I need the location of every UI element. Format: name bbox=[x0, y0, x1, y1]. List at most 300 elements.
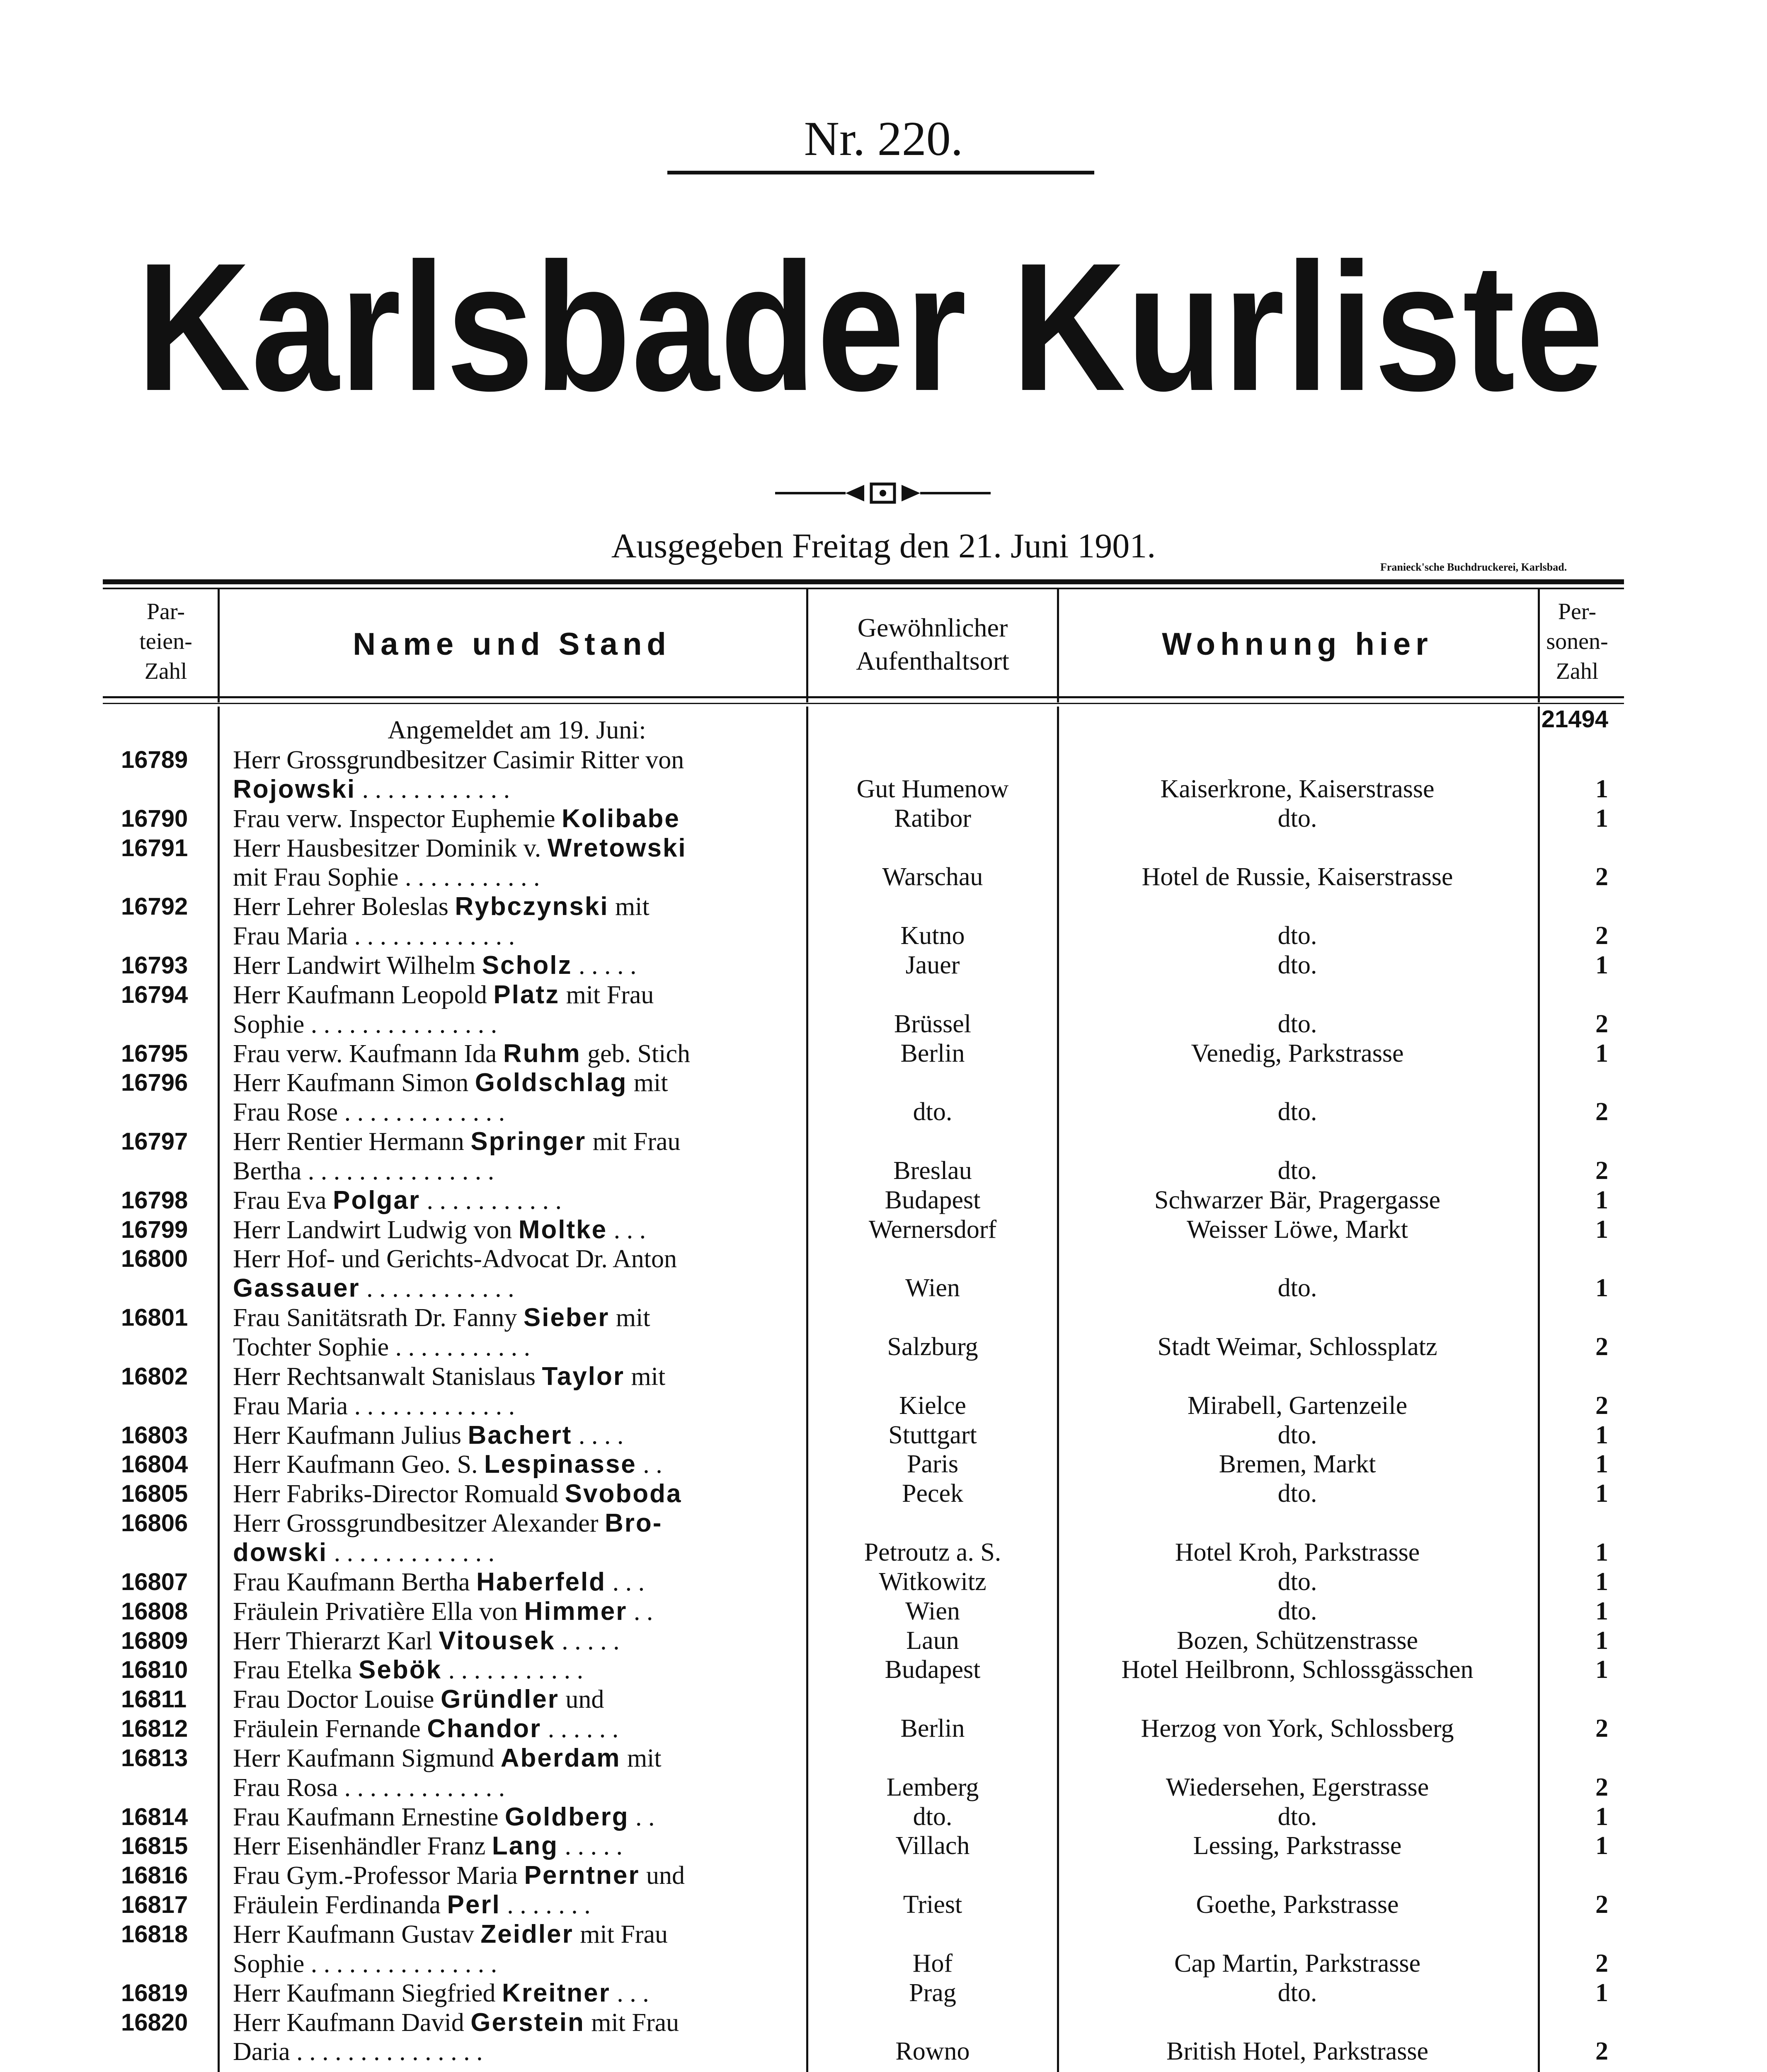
persons-count: 1 bbox=[1595, 1274, 1608, 1302]
persons-count: 1 bbox=[1595, 951, 1608, 979]
guest-title: Frau Sanitätsrath Dr. Fanny bbox=[233, 1304, 524, 1332]
residence-here: dto. bbox=[1277, 1979, 1317, 2007]
top-rule-thin bbox=[103, 588, 1624, 589]
residence-here: dto. bbox=[1277, 951, 1317, 979]
guest-name-line bbox=[233, 951, 784, 980]
guest-title: Herr Eisenhändler Franz bbox=[233, 1832, 492, 1860]
home-town: Budapest bbox=[885, 1656, 981, 1684]
residence-here: British Hotel, Parkstrasse bbox=[1166, 2037, 1428, 2065]
guest-surname: Kolibabe bbox=[562, 804, 680, 833]
residence-here: Weisser Löwe, Markt bbox=[1187, 1215, 1408, 1244]
guest-name-line bbox=[233, 1978, 784, 2008]
guest-surname: Svoboda bbox=[565, 1479, 682, 1508]
party-number: 16807 bbox=[121, 1569, 188, 1595]
persons-count: 1 bbox=[1595, 1627, 1608, 1655]
residence-here: Goethe, Parkstrasse bbox=[1196, 1890, 1399, 1919]
column-divider bbox=[218, 707, 220, 2072]
header-persons-line: Per- bbox=[1558, 599, 1597, 625]
party-number: 16818 bbox=[121, 1921, 188, 1948]
persons-count: 1 bbox=[1595, 804, 1608, 833]
guest-name-line bbox=[233, 1097, 784, 1127]
home-town: Berlin bbox=[900, 1039, 965, 1067]
guest-name-line bbox=[233, 1861, 784, 1890]
guest-suffix: mit Frau bbox=[584, 2009, 679, 2037]
column-divider bbox=[1538, 707, 1540, 2072]
guest-name-line bbox=[233, 775, 784, 804]
residence-here: Mirabell, Gartenzeile bbox=[1187, 1392, 1408, 1420]
guest-name-line bbox=[233, 1156, 784, 1186]
guest-title: Frau Rose . . . . . . . . . . . . . bbox=[233, 1098, 505, 1126]
guest-name-line bbox=[233, 1215, 784, 1245]
home-town: Wien bbox=[905, 1274, 960, 1302]
party-number: 16808 bbox=[121, 1598, 188, 1625]
residence-here: dto. bbox=[1277, 922, 1317, 950]
residence-here: Cap Martin, Parkstrasse bbox=[1174, 1949, 1421, 1978]
persons-count: 2 bbox=[1595, 1157, 1608, 1185]
guest-name-line bbox=[233, 1009, 784, 1039]
guest-suffix: . . bbox=[627, 1598, 653, 1626]
guest-title: Daria . . . . . . . . . . . . . . . bbox=[233, 2038, 483, 2066]
residence-here: Bremen, Markt bbox=[1219, 1450, 1376, 1478]
home-town: Rowno bbox=[895, 2037, 970, 2065]
guest-name-line bbox=[233, 1273, 784, 1303]
guest-title: Fräulein Privatière Ella von bbox=[233, 1598, 524, 1626]
residence-here: dto. bbox=[1277, 1803, 1317, 1831]
home-town: Villach bbox=[895, 1832, 970, 1860]
guest-title: Herr Hof- und Gerichts-Advocat Dr. Anton bbox=[233, 1245, 677, 1273]
guest-name-line bbox=[233, 1244, 784, 1274]
masthead bbox=[137, 199, 1604, 456]
guest-name-line bbox=[233, 1479, 784, 1509]
party-number: 16811 bbox=[121, 1686, 187, 1713]
guest-name-line bbox=[233, 1332, 784, 1362]
issue-number: Nr. 220. bbox=[804, 111, 963, 166]
guest-surname: Goldberg bbox=[504, 1803, 629, 1831]
issue-date: Ausgegeben Freitag den 21. Juni 1901. bbox=[611, 527, 1156, 565]
home-town: Budapest bbox=[885, 1186, 981, 1214]
home-town: Warschau bbox=[882, 863, 983, 891]
residence-here: dto. bbox=[1277, 1098, 1317, 1126]
guest-suffix: . . . . . bbox=[555, 1627, 620, 1655]
guest-title: Herr Kaufmann Gustav bbox=[233, 1920, 481, 1949]
guest-suffix: . . . . . . . . . . . . bbox=[356, 775, 510, 804]
guest-title: Sophie . . . . . . . . . . . . . . . bbox=[233, 1010, 497, 1038]
party-number: 16820 bbox=[121, 2009, 188, 2036]
guest-surname: Kreitner bbox=[502, 1979, 611, 2007]
persons-count: 1 bbox=[1595, 1597, 1608, 1625]
guest-surname: Wretowski bbox=[547, 834, 687, 862]
guest-title: Sophie . . . . . . . . . . . . . . . bbox=[233, 1950, 497, 1978]
guest-title: Herr Kaufmann Siegfried bbox=[233, 1979, 502, 2007]
persons-count: 1 bbox=[1595, 1538, 1608, 1566]
party-number: 16792 bbox=[121, 893, 188, 920]
party-number: 16812 bbox=[121, 1715, 188, 1742]
header-number-line: teien- bbox=[139, 629, 192, 654]
guest-title: Herr Fabriks-Director Romuald bbox=[233, 1480, 565, 1508]
guest-name-line bbox=[233, 1949, 784, 1979]
home-town: Wernersdorf bbox=[868, 1215, 997, 1244]
party-number: 16814 bbox=[121, 1803, 188, 1830]
guest-surname: Haberfeld bbox=[476, 1568, 606, 1596]
guest-title: Frau Eva bbox=[233, 1186, 333, 1215]
guest-title: Herr Grossgrundbesitzer Alexander bbox=[233, 1509, 605, 1537]
guest-surname: Ruhm bbox=[503, 1039, 581, 1068]
guest-name-line bbox=[233, 804, 784, 834]
guest-title: Fräulein Fernande bbox=[233, 1715, 427, 1743]
guest-surname: Rybczynski bbox=[455, 892, 609, 921]
guest-title: Frau verw. Inspector Euphemie bbox=[233, 805, 562, 833]
guest-surname: Chandor bbox=[427, 1714, 542, 1743]
persons-count: 2 bbox=[1595, 1714, 1608, 1743]
residence-here: dto. bbox=[1277, 804, 1317, 833]
guest-surname: Gründler bbox=[441, 1685, 559, 1714]
persons-count: 1 bbox=[1595, 1803, 1608, 1831]
guest-surname: Polgar bbox=[333, 1186, 420, 1215]
guest-surname: Moltke bbox=[518, 1215, 608, 1244]
party-number: 16804 bbox=[121, 1451, 188, 1478]
guest-title: Frau Kaufmann Bertha bbox=[233, 1568, 477, 1596]
persons-count: 1 bbox=[1595, 1832, 1608, 1860]
guest-suffix: . . . . . . bbox=[541, 1715, 619, 1743]
party-number: 16789 bbox=[121, 746, 188, 773]
guest-suffix: mit bbox=[609, 1304, 650, 1332]
party-number: 16798 bbox=[121, 1187, 188, 1214]
guest-title: Bertha . . . . . . . . . . . . . . . bbox=[233, 1157, 494, 1185]
guest-name-line bbox=[233, 862, 784, 892]
guest-title: Herr Kaufmann Geo. S. bbox=[233, 1450, 485, 1479]
guest-name-line bbox=[233, 1920, 784, 1949]
top-rule bbox=[103, 579, 1624, 584]
party-number: 16816 bbox=[121, 1862, 188, 1889]
home-town: Witkowitz bbox=[879, 1568, 987, 1596]
guest-surname: Bro- bbox=[604, 1509, 663, 1537]
guest-title: Frau verw. Kaufmann Ida bbox=[233, 1040, 503, 1068]
party-number: 16790 bbox=[121, 805, 188, 832]
header-name: Name und Stand bbox=[353, 627, 671, 662]
guest-name-line bbox=[233, 1068, 784, 1098]
masthead-title: Karlsbader Kurliste bbox=[137, 225, 1604, 429]
guest-suffix: mit bbox=[621, 1744, 662, 1772]
residence-here: dto. bbox=[1277, 1479, 1317, 1508]
party-number: 16810 bbox=[121, 1656, 188, 1683]
guest-suffix: . . . . . . . . . . . bbox=[442, 1656, 584, 1684]
guest-name-line bbox=[233, 1450, 784, 1479]
party-number: 16796 bbox=[121, 1069, 188, 1096]
persons-count: 1 bbox=[1595, 775, 1608, 803]
home-town: Jauer bbox=[905, 951, 960, 979]
residence-here: Kaiserkrone, Kaiserstrasse bbox=[1160, 775, 1435, 803]
guest-suffix: mit bbox=[625, 1363, 666, 1391]
guest-name-line bbox=[233, 1186, 784, 1215]
guest-suffix: . . . bbox=[610, 1979, 649, 2007]
home-town: dto. bbox=[913, 1803, 953, 1831]
party-number: 16813 bbox=[121, 1745, 188, 1772]
guest-name-line bbox=[233, 921, 784, 951]
guest-name-line bbox=[233, 745, 784, 775]
home-town: dto. bbox=[913, 1098, 953, 1126]
header-residence: Wohnung hier bbox=[1162, 627, 1433, 662]
header-rule bbox=[103, 696, 1624, 698]
residence-here: Hotel Heilbronn, Schlossgässchen bbox=[1121, 1656, 1474, 1684]
guest-surname: Gerstein bbox=[470, 2008, 585, 2037]
header-rule-thin bbox=[103, 703, 1624, 704]
guest-name-line bbox=[233, 1773, 784, 1803]
guest-name-line bbox=[233, 2037, 784, 2067]
guest-title: Herr Grossgrundbesitzer Casimir Ritter von bbox=[233, 746, 684, 774]
guest-name-line bbox=[233, 1538, 784, 1568]
home-town: Prag bbox=[909, 1979, 956, 2007]
guest-name-line bbox=[233, 1362, 784, 1392]
header-persons bbox=[1540, 597, 1614, 686]
guest-title: Frau Maria . . . . . . . . . . . . . bbox=[233, 1392, 515, 1420]
home-town: Pecek bbox=[902, 1479, 964, 1508]
guest-suffix: mit Frau bbox=[586, 1128, 681, 1156]
home-town: Kielce bbox=[899, 1392, 966, 1420]
guest-surname: Perl bbox=[447, 1890, 501, 1919]
home-town: Hof bbox=[912, 1949, 953, 1978]
guest-name-line bbox=[233, 833, 784, 863]
residence-here: Lessing, Parkstrasse bbox=[1193, 1832, 1402, 1860]
guest-title: Herr Kaufmann Sigmund bbox=[233, 1744, 501, 1772]
guest-name-line bbox=[233, 1655, 784, 1685]
guest-suffix: mit bbox=[608, 893, 650, 921]
guest-name-line bbox=[233, 1714, 784, 1744]
guest-name-line bbox=[233, 1831, 784, 1861]
guest-name-line bbox=[233, 1890, 784, 1920]
persons-count: 1 bbox=[1595, 1215, 1608, 1244]
guest-title: Herr Lehrer Boleslas bbox=[233, 893, 455, 921]
residence-here: dto. bbox=[1277, 1568, 1317, 1596]
persons-count: 2 bbox=[1595, 1949, 1608, 1978]
guest-name-line bbox=[233, 1303, 784, 1333]
guest-name-line bbox=[233, 1567, 784, 1597]
persons-count: 1 bbox=[1595, 1568, 1608, 1596]
persons-count: 2 bbox=[1595, 2037, 1608, 2065]
home-town: Paris bbox=[907, 1450, 958, 1478]
home-town: Lemberg bbox=[886, 1773, 979, 1801]
guest-surname: Taylor bbox=[542, 1362, 625, 1391]
party-number: 16819 bbox=[121, 1980, 188, 2007]
guest-title: Frau Doctor Louise bbox=[233, 1685, 441, 1714]
guest-title: Frau Maria . . . . . . . . . . . . . bbox=[233, 922, 515, 950]
home-town: Brüssel bbox=[894, 1010, 971, 1038]
guest-suffix: . . . . bbox=[572, 1421, 624, 1450]
party-number: 16797 bbox=[121, 1128, 188, 1155]
home-town: Salzburg bbox=[887, 1333, 978, 1361]
persons-count: 2 bbox=[1595, 1890, 1608, 1919]
guest-surname: Sebök bbox=[359, 1656, 442, 1684]
guest-surname: Lespinasse bbox=[484, 1450, 637, 1479]
header-number bbox=[118, 597, 213, 686]
residence-here: Wiedersehen, Egerstrasse bbox=[1166, 1773, 1429, 1801]
guest-name-line bbox=[233, 1743, 784, 1773]
guest-suffix: . . . . . . . . . . . . . bbox=[327, 1539, 495, 1567]
guest-surname: Platz bbox=[493, 980, 560, 1009]
guest-suffix: . . . . . bbox=[558, 1832, 623, 1860]
party-number: 16809 bbox=[121, 1627, 188, 1654]
ornament bbox=[775, 472, 991, 514]
guest-suffix: . . . bbox=[607, 1216, 646, 1244]
column-divider bbox=[1057, 707, 1059, 2072]
guest-title: Frau Gym.-Professor Maria bbox=[233, 1861, 524, 1890]
header-origin-line: Gewöhnlicher bbox=[857, 613, 1008, 642]
guest-suffix: . . . . . . . . . . . bbox=[420, 1186, 562, 1215]
persons-count: 1 bbox=[1595, 1479, 1608, 1508]
guest-name-line bbox=[233, 1127, 784, 1157]
home-town: Stuttgart bbox=[888, 1421, 977, 1449]
residence-here: Hotel de Russie, Kaiserstrasse bbox=[1142, 863, 1453, 891]
guest-surname: Scholz bbox=[482, 951, 572, 980]
guest-name-line bbox=[233, 1626, 784, 1656]
home-town: Kutno bbox=[900, 922, 965, 950]
guest-title: Herr Kaufmann Simon bbox=[233, 1069, 475, 1097]
party-number: 16801 bbox=[121, 1304, 188, 1331]
guest-suffix: . . bbox=[629, 1803, 655, 1831]
section-heading: Angemeldet am 19. Juni: bbox=[388, 716, 646, 744]
home-town: Ratibor bbox=[894, 804, 971, 833]
guest-surname: Springer bbox=[470, 1127, 587, 1156]
guest-surname: Vitousek bbox=[439, 1627, 555, 1655]
home-town: Triest bbox=[903, 1890, 962, 1919]
guest-suffix: und bbox=[640, 1861, 685, 1890]
guest-title: mit Frau Sophie . . . . . . . . . . . bbox=[233, 863, 540, 891]
guest-name-line bbox=[233, 892, 784, 922]
home-town: Wien bbox=[905, 1597, 960, 1625]
guest-suffix: . . . . . . . bbox=[500, 1891, 591, 1919]
party-number: 16806 bbox=[121, 1510, 188, 1537]
home-town: Gut Humenow bbox=[856, 775, 1009, 803]
residence-here: Herzog von York, Schlossberg bbox=[1141, 1714, 1454, 1743]
guest-suffix: mit Frau bbox=[560, 981, 654, 1009]
party-number: 16799 bbox=[121, 1216, 188, 1243]
home-town: Berlin bbox=[900, 1714, 965, 1743]
guest-name-line bbox=[233, 1685, 784, 1714]
residence-here: dto. bbox=[1277, 1010, 1317, 1038]
guest-surname: Aberdam bbox=[500, 1744, 621, 1772]
guest-surname: Sieber bbox=[523, 1303, 610, 1332]
guest-surname: Zeidler bbox=[480, 1920, 574, 1949]
persons-count: 1 bbox=[1595, 1450, 1608, 1478]
guest-title: Herr Landwirt Wilhelm bbox=[233, 951, 482, 980]
guest-suffix: . . . . . bbox=[572, 951, 637, 980]
residence-here: dto. bbox=[1277, 1157, 1317, 1185]
residence-here: dto. bbox=[1277, 1421, 1317, 1449]
issue-rule bbox=[667, 171, 1094, 174]
guest-suffix: und bbox=[559, 1685, 604, 1714]
guest-suffix: . . . . . . . . . . . . bbox=[360, 1274, 514, 1302]
persons-count: 2 bbox=[1595, 1773, 1608, 1801]
party-number: 16793 bbox=[121, 952, 188, 979]
party-number: 16795 bbox=[121, 1040, 188, 1067]
printer-credit: Franieck'sche Buchdruckerei, Karlsbad. bbox=[1380, 561, 1567, 573]
persons-count: 1 bbox=[1595, 1039, 1608, 1067]
persons-count: 2 bbox=[1595, 1098, 1608, 1126]
persons-count: 1 bbox=[1595, 1656, 1608, 1684]
persons-count: 1 bbox=[1595, 1979, 1608, 2007]
persons-count: 2 bbox=[1595, 1392, 1608, 1420]
persons-carried-total: 21494 bbox=[1541, 706, 1608, 733]
guest-title: Herr Kaufmann David bbox=[233, 2009, 471, 2037]
guest-name-line bbox=[233, 1508, 784, 1538]
guest-surname: dowski bbox=[233, 1538, 328, 1567]
guest-title: Tochter Sophie . . . . . . . . . . . bbox=[233, 1333, 531, 1361]
guest-name-line bbox=[233, 980, 784, 1010]
guest-title: Herr Rechtsanwalt Stanislaus bbox=[233, 1363, 542, 1391]
home-town: Petroutz a. S. bbox=[864, 1538, 1001, 1566]
guest-name-line bbox=[233, 1391, 784, 1421]
persons-count: 2 bbox=[1595, 863, 1608, 891]
residence-here: dto. bbox=[1277, 1597, 1317, 1625]
residence-here: Venedig, Parkstrasse bbox=[1191, 1039, 1404, 1067]
party-number: 16800 bbox=[121, 1245, 188, 1272]
party-number: 16802 bbox=[121, 1363, 188, 1390]
guest-suffix: . . . bbox=[606, 1568, 645, 1596]
guest-name-line bbox=[233, 1802, 784, 1832]
party-number: 16817 bbox=[121, 1891, 188, 1918]
guest-title: Herr Rentier Hermann bbox=[233, 1128, 471, 1156]
header-origin bbox=[808, 611, 1057, 678]
guest-surname: Bachert bbox=[468, 1421, 572, 1450]
header-number-line: Zahl bbox=[144, 658, 187, 684]
guest-title: Herr Hausbesitzer Dominik v. bbox=[233, 834, 548, 862]
residence-here: Schwarzer Bär, Pragergasse bbox=[1154, 1186, 1441, 1214]
home-town: Laun bbox=[906, 1627, 959, 1655]
guest-surname: Himmer bbox=[524, 1597, 628, 1626]
guest-name-line bbox=[233, 1597, 784, 1627]
guest-surname: Gassauer bbox=[233, 1274, 360, 1302]
guest-suffix: mit bbox=[627, 1069, 668, 1097]
party-number: 16815 bbox=[121, 1832, 188, 1859]
persons-count: 2 bbox=[1595, 1010, 1608, 1038]
guest-suffix: . . bbox=[636, 1450, 662, 1479]
header-number-line: Par- bbox=[146, 599, 185, 625]
guest-title: Frau Etelka bbox=[233, 1656, 359, 1684]
guest-name-line bbox=[233, 1039, 784, 1069]
party-number: 16791 bbox=[121, 835, 188, 862]
guest-suffix: geb. Stich bbox=[581, 1040, 691, 1068]
persons-count: 1 bbox=[1595, 1186, 1608, 1214]
guest-surname: Perntner bbox=[524, 1861, 640, 1890]
residence-here: Stadt Weimar, Schlossplatz bbox=[1157, 1333, 1437, 1361]
persons-count: 2 bbox=[1595, 1333, 1608, 1361]
header-persons-line: Zahl bbox=[1556, 658, 1599, 684]
guest-title: Fräulein Ferdinanda bbox=[233, 1891, 447, 1919]
party-number: 16794 bbox=[121, 981, 188, 1008]
guest-title: Frau Kaufmann Ernestine bbox=[233, 1803, 505, 1831]
party-number: 16805 bbox=[121, 1480, 188, 1507]
guest-title: Herr Kaufmann Julius bbox=[233, 1421, 468, 1450]
persons-count: 2 bbox=[1595, 922, 1608, 950]
header-origin-line: Aufenthaltsort bbox=[856, 646, 1009, 675]
guest-title: Herr Thierarzt Karl bbox=[233, 1627, 439, 1655]
guest-title: Herr Landwirt Ludwig von bbox=[233, 1216, 519, 1244]
guest-name-line bbox=[233, 1421, 784, 1450]
guest-surname: Rojowski bbox=[233, 775, 356, 804]
persons-count: 1 bbox=[1595, 1421, 1608, 1449]
home-town: Breslau bbox=[893, 1157, 972, 1185]
guest-surname: Lang bbox=[492, 1832, 559, 1860]
guest-title: Herr Kaufmann Leopold bbox=[233, 981, 494, 1009]
residence-here: Hotel Kroh, Parkstrasse bbox=[1175, 1538, 1420, 1566]
party-number: 16803 bbox=[121, 1422, 188, 1449]
residence-here: Bozen, Schützenstrasse bbox=[1177, 1627, 1418, 1655]
guest-name-line bbox=[233, 2008, 784, 2038]
column-divider bbox=[806, 707, 808, 2072]
guest-surname: Goldschlag bbox=[475, 1068, 628, 1097]
residence-here: dto. bbox=[1277, 1274, 1317, 1302]
guest-title: Frau Rosa . . . . . . . . . . . . . bbox=[233, 1774, 505, 1802]
header-persons-line: sonen- bbox=[1546, 629, 1608, 654]
